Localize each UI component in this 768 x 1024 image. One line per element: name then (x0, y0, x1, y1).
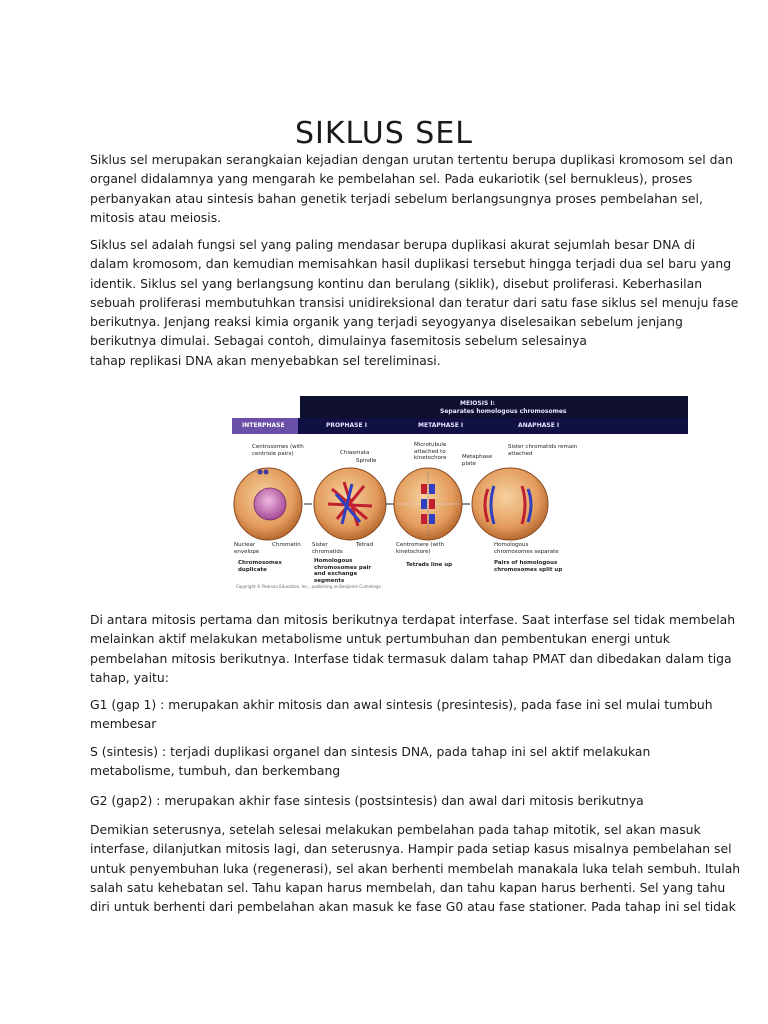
text-line: metabolisme, tumbuh, dan berkembang (90, 763, 341, 779)
caption-interphase: Chromosomes duplicate (238, 560, 282, 573)
paragraph-intro (90, 150, 733, 227)
caption-anaphase: Pairs of homologous chromosomes split up (494, 560, 563, 573)
paragraph-definition (90, 235, 739, 370)
text-line: sebuah proliferasi membutuhkan transisi unidireksional dan teratur dari satu fase siklus sel menuju fase (90, 294, 739, 310)
text-line: tahap, yaitu: (90, 669, 169, 685)
caption-metaphase: Tetrads line up (406, 562, 453, 568)
text-line: pembelahan mitosis berikutnya. Interfase tidak termasuk dalam tahap PMAT dan dibedakan dalam tiga (90, 650, 732, 666)
text-line: Di antara mitosis pertama dan mitosis berikutnya terdapat interfase. Saat interfase sel tidak membelah (90, 612, 736, 627)
figure-header (300, 396, 688, 418)
paragraph-g2 (90, 791, 680, 810)
page-title: SIKLUS SEL (294, 116, 474, 152)
paragraph-interfase (90, 610, 736, 687)
text-line: dalam kromosom, dan kemudian memisahkan hasil duplikasi tersebut hingga terjadi dua sel baru yang (90, 256, 732, 272)
label-sister-remain: Sister chromatids remain attached (508, 444, 578, 457)
label-sister-chromatids: Sister chromatids (312, 542, 343, 555)
text-line: perbanyakan atau sintesis bahan genetik terjadi sebelum berlangsungnya proses pembelahan sel, (90, 190, 703, 206)
prophase-cell (314, 468, 386, 540)
text-line: organel didalamnya yang mengarah ke pembelahan sel. Pada eukariotik (sel bernukleus), proses (90, 171, 693, 187)
phase-bar (232, 418, 688, 434)
phase-label-anaphase: ANAPHASE I (518, 422, 560, 429)
meiosis-figure (232, 396, 688, 592)
text-line: interfase, dilanjutkan mitosis lagi, dan seterusnya. Hampir pada setiap kasus misalnya pembelahan sel (90, 841, 732, 857)
anaphase-cell (472, 468, 548, 540)
label-homologous-separate: Homologous chromosomes separate (494, 542, 559, 555)
phase-label-metaphase: METAPHASE I (418, 422, 464, 429)
label-chiasmata: Chiasmata (340, 450, 370, 456)
text-line: berikutnya dimulai. Sebagai contoh, dimulainya fasemitosis sebelum selesainya (90, 333, 588, 349)
text-line: Demikian seterusnya, setelah selesai melakukan pembelahan pada tahap mitotik, sel akan masuk (90, 822, 701, 837)
paragraph-s (90, 742, 680, 781)
text-line: untuk penyembuhan luka (regenerasi), sel akan berhenti membelah manakala luka telah sembuh. Itulah (90, 860, 741, 876)
text-line: G1 (gap 1) : merupakan akhir mitosis dan awal sintesis (presintesis), pada fase ini sel mulai tumbuh (90, 697, 713, 712)
metaphase-cell (394, 468, 462, 540)
interphase-band (232, 418, 298, 434)
label-centromere: Centromere (with kinetochore) (396, 542, 445, 555)
label-centrosomes: Centrosomes (with centriole pairs) (252, 444, 304, 457)
label-microtubule: Microtubule attached to kinetochore (414, 442, 447, 461)
label-metaphase-plate: Metaphase plate (462, 454, 493, 467)
phase-label-interphase: INTERPHASE (242, 422, 285, 429)
text-line: mitosis atau meiosis. (90, 209, 222, 225)
text-line: tahap replikasi DNA akan menyebabkan sel tereliminasi. (90, 352, 441, 368)
label-tetrad: Tetrad (356, 542, 374, 548)
label-spindle: Spindle (356, 458, 377, 464)
phase-label-prophase: PROPHASE I (326, 422, 367, 429)
figure-header-title: MEIOSIS I: (460, 400, 495, 407)
text-line: melainkan aktif melakukan metabolisme untuk pertumbuhan dan pembentukan energi untuk (90, 631, 670, 647)
text-line: Siklus sel adalah fungsi sel yang paling mendasar berupa duplikasi akurat sejumlah besar DNA di (90, 237, 696, 252)
text-line: diri untuk berhenti dari pembelahan akan masuk ke fase G0 atau fase stationer. Pada tahap ini sel tidak (90, 899, 736, 915)
label-chromatin: Chromatin (272, 542, 301, 548)
text-line: berikutnya. Jenjang reaksi kimia organik yang terjadi seyogyanya diselesaikan sebelum jenjang (90, 314, 683, 330)
figure-header-subtitle: Separates homologous chromosomes (440, 408, 567, 415)
paragraph-g1 (90, 695, 713, 734)
caption-prophase: Homologous chromosomes pair and exchange segments (314, 558, 372, 584)
text-line: identik. Siklus sel yang berlangsung kontinu dan berulang (siklik), disebut proliferasi. Keberhasilan (90, 275, 703, 291)
text-line: membesar (90, 716, 157, 732)
label-nuclear-envelope: Nuclear envelope (234, 542, 260, 555)
text-line: salah satu kehebatan sel. Tahu kapan harus membelah, dan tahu kapan harus berhenti. Sel yang tahu (90, 879, 726, 895)
text-line: G2 (gap2) : merupakan akhir fase sintesis (postsintesis) dan awal dari mitosis berikutnya (90, 793, 644, 808)
text-line: S (sintesis) : terjadi duplikasi organel dan sintesis DNA, pada tahap ini sel aktif melakukan (90, 744, 651, 759)
paragraph-conclusion (90, 820, 741, 916)
interphase-cell (234, 468, 302, 540)
text-line: Siklus sel merupakan serangkaian kejadian dengan urutan tertentu berupa duplikasi kromosom sel dan (90, 152, 733, 167)
figure-credit: Copyright © Pearson Education, Inc., publishing as Benjamin Cummings (236, 584, 381, 589)
